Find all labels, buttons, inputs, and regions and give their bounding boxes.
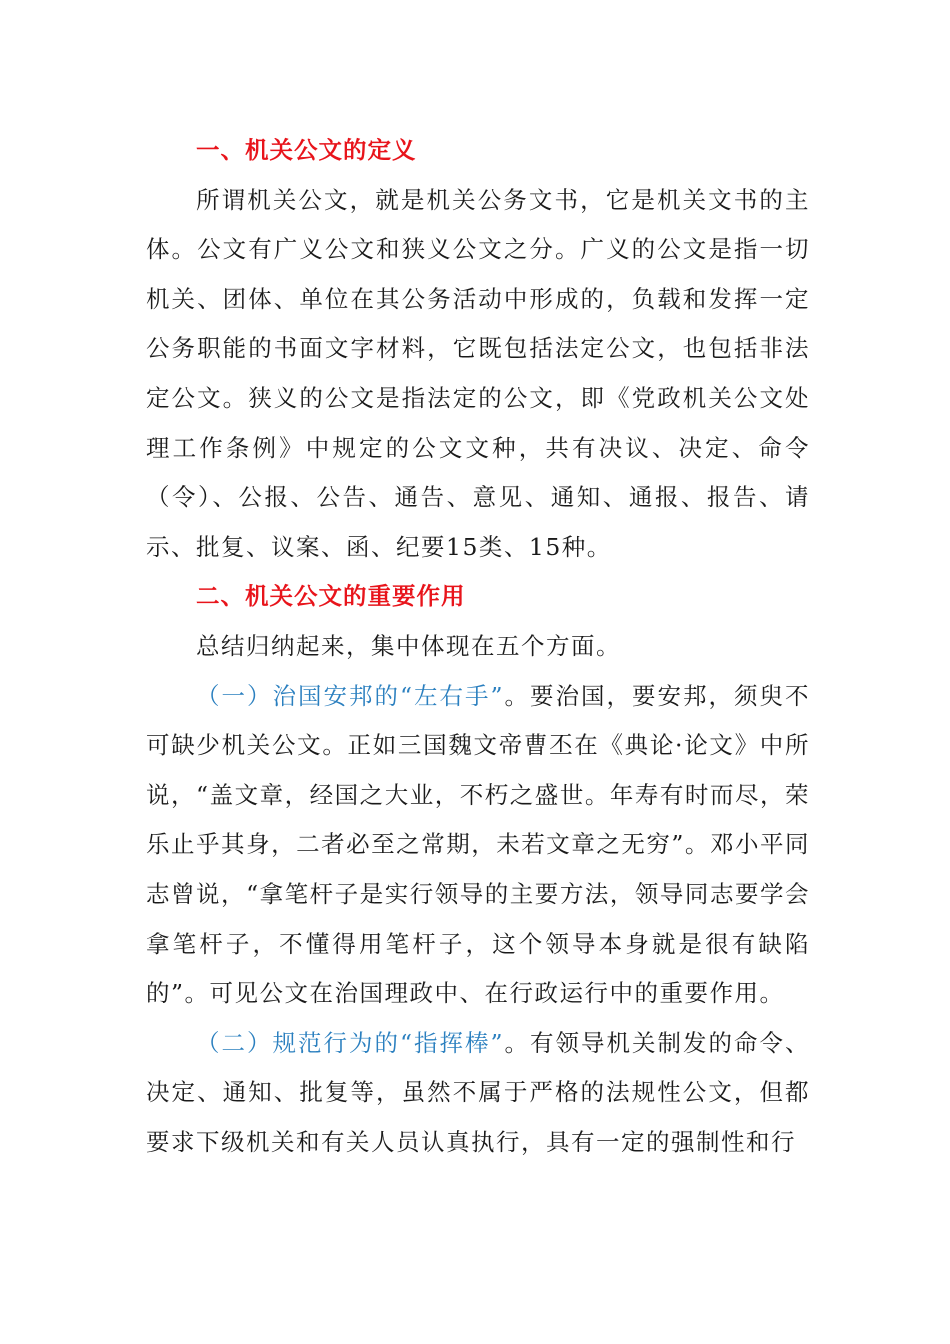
document-page — [146, 126, 810, 1167]
section-heading-definition: 一、机关公文的定义 — [196, 136, 417, 164]
importance-item-paragraph — [146, 1019, 810, 1168]
importance-item-label: （二）规范行为的“指挥棒” — [196, 1028, 505, 1057]
importance-item-text: 。要治国，要安邦，须臾不可缺少机关公文。正如三国魏文帝曹丕在《典论·论文》中所说，“盖文章，经国之大业，不朽之盛世。年寿有时而尽，荣乐止乎其身，二者必至之常期，未若文章之无穷”。邓小平同志曾说，“拿笔杆子是实行领导的主要方法，领导同志要学会拿笔杆子，不懂得用笔杆子，这个领导本身就是很有缺陷的”。可见公文在治国理政中、在行政运行中的重要作用。 — [146, 681, 810, 1008]
section-heading-importance: 二、机关公文的重要作用 — [196, 582, 466, 611]
importance-item-label: （一）治国安邦的“左右手” — [196, 681, 505, 710]
importance-item-text: 。有领导机关制发的命令、决定、通知、批复等，虽然不属于严格的法规性公文，但都要求下级机关和有关人员认真执行，具有一定的强制性和行 — [146, 1028, 810, 1156]
importance-intro-paragraph: 总结归纳起来，集中体现在五个方面。 — [196, 631, 621, 660]
definition-paragraph: 所谓机关公文，就是机关公务文书，它是机关文书的主体。公文有广义公文和狭义公文之分。广义的公文是指一切机关、团体、单位在其公务活动中形成的，负载和发挥一定公务职能的书面文字材料，它既包括法定公文，也包括非法定公文。狭义的公文是指法定的公文，即《党政机关公文处理工作条例》中规定的公文文种，共有决议、决定、命令（令）、公报、公告、通告、意见、通知、通报、报告、请示、批复、议案、函、纪要15类、15种。 — [146, 185, 810, 561]
importance-item-paragraph — [146, 672, 810, 1019]
